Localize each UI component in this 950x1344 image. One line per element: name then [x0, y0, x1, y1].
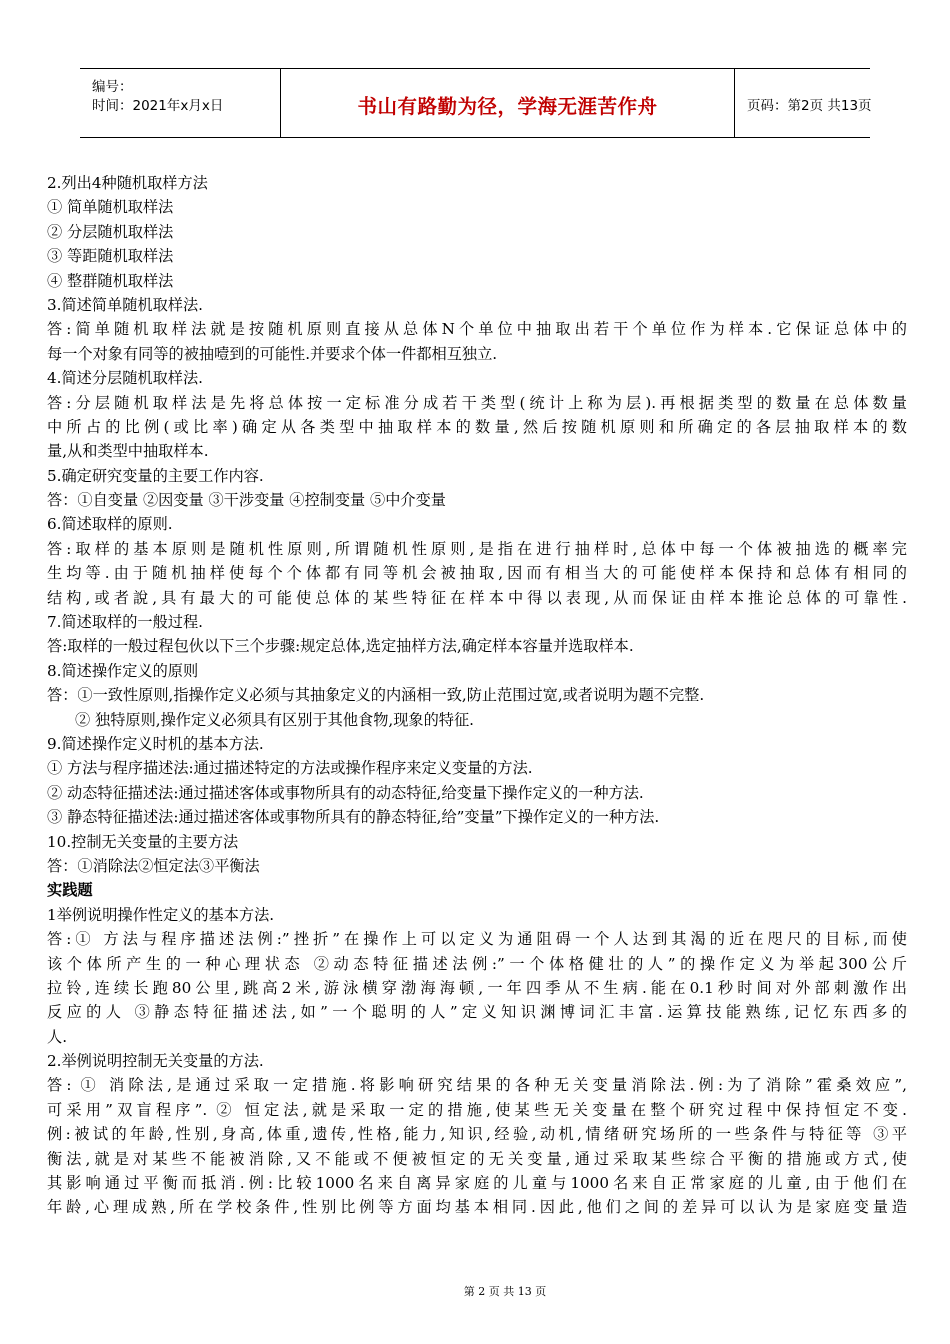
page-header [80, 68, 870, 138]
document-body [47, 171, 907, 1220]
text-line: 答:简单随机取样法就是按随机原则直接从总体N个单位中抽取出若干个单位作为样本.它保证总体中的 [47, 320, 907, 339]
text-line: 每一个对象有同等的被抽噎到的可能性.并要求个体一件都相互独立. [47, 344, 498, 363]
document-time-label: 时间：2021年x月x日 [92, 98, 224, 114]
header-motto: 书山有路勤为径，学海无涯苦作舟 [357, 95, 658, 118]
text-line: 例:被试的年龄,性别,身高,体重,遗传,性格,能力,知识,经验,动机,情绪研究场所的一些条件与特征等 ③平 [47, 1125, 907, 1144]
text-line: 5.确定研究变量的主要工作内容. [47, 466, 264, 485]
text-line: 7.简述取样的一般过程. [47, 613, 204, 632]
text-line: 3.简述简单随机取样法. [47, 295, 204, 314]
text-line: ③ 等距随机取样法 [47, 247, 174, 266]
text-line: ① 简单随机取样法 [47, 198, 174, 217]
text-line: 答：①自变量 ②因变量 ③干涉变量 ④控制变量 ⑤中介变量 [47, 491, 446, 510]
text-line: 9.简述操作定义时机的基本方法. [47, 734, 264, 753]
document-number-label: 编号： [92, 79, 133, 95]
text-line: 答:① 方法与程序描述法例:”挫折”在操作上可以定义为通阻碍一个人达到其渴的近在咫尺的目标,而使 [47, 930, 907, 949]
section-heading: 实践题 [47, 881, 93, 900]
text-line: ④ 整群随机取样法 [47, 271, 174, 290]
text-line: 1举例说明操作性定义的基本方法. [47, 905, 275, 924]
text-line: 量,从和类型中抽取样本. [47, 442, 209, 461]
text-line: ③ 静态特征描述法:通过描述客体或事物所具有的静态特征,给”变量”下操作定义的一种方法. [47, 808, 660, 827]
header-right-cell [735, 69, 870, 137]
text-line: 答：①消除法②恒定法③平衡法 [47, 856, 260, 875]
text-line: 答:取样的一般过程包伙以下三个步骤:规定总体,选定抽样方法,确定样本容量并选取样本. [47, 637, 634, 656]
text-line: 答：①一致性原则,指操作定义必须与其抽象定义的内涵相一致,防止范围过宽,或者说明为题不完整. [47, 686, 705, 705]
text-line: 衡法,就是对某些不能被消除,又不能或不便被恒定的无关变量,通过采取某些综合平衡的措施或方式,使 [47, 1149, 907, 1168]
text-line: 其影响通过平衡而抵消.例:比较1000名来自离异家庭的儿童与1000名来自正常家庭的儿童,由于他们在 [47, 1174, 907, 1193]
header-left-cell [80, 69, 280, 137]
text-line: 结构,或者說,具有最大的可能使总体的某些特征在样本中得以表现,从而保证由样本推论总体的可靠性. [47, 588, 907, 607]
text-line: ② 分层随机取样法 [47, 222, 174, 241]
text-line: 人. [47, 1027, 68, 1046]
text-line: 可采用”双盲程序”. ② 恒定法,就是采取一定的措施,使某些无关变量在整个研究过程中保持恒定不变. [47, 1100, 907, 1119]
text-line: 10.控制无关变量的主要方法 [47, 832, 239, 851]
text-line: 答:分层随机取样法是先将总体按一定标准分成若干类型(统计上称为层).再根据类型的数量在总体数量 [47, 393, 907, 412]
text-line: 2.举例说明控制无关变量的方法. [47, 1052, 264, 1071]
text-line: 该个体所产生的一种心理状态 ②动态特征描述法例:”一个体格健壮的人”的操作定义为举起300公斤 [47, 954, 907, 973]
text-line: 反应的人 ③静态特征描述法,如”一个聪明的人”定义知识渊博词汇丰富.运算技能熟练,记忆东西多的 [47, 1003, 907, 1022]
text-line: 年龄,心理成熟,所在学校条件,性别比例等方面均基本相同.因此,他们之间的差异可以认为是家庭变量造 [47, 1198, 907, 1217]
text-line: 6.简述取样的原则. [47, 515, 173, 534]
text-line: 4.简述分层随机取样法. [47, 369, 204, 388]
text-line: ② 动态特征描述法:通过描述客体或事物所具有的动态特征,给变量下操作定义的一种方法. [47, 783, 644, 802]
text-line: 答:取样的基本原则是随机性原则,所谓随机性原则,是指在进行抽样时,总体中每一个体被抽选的概率完 [47, 539, 907, 558]
text-line: 生均等.由于随机抽样使每个个体都有同等机会被抽取,因而有相当大的可能使样本保持和总体有相同的 [47, 564, 907, 583]
text-line: 2.列出4种随机取样方法 [47, 174, 208, 192]
text-line: 答: ① 消除法,是通过采取一定措施.将影响研究结果的各种无关变量消除法.例:为了消除”霍桑效应”, [47, 1076, 907, 1095]
text-line: 中所占的比例(或比率)确定从各类型中抽取样本的数量,然后按随机原则和所确定的各层抽取样本的数 [47, 417, 907, 436]
page-footer: 第 2 页 共 13 页 [463, 1285, 547, 1298]
header-middle-cell [280, 69, 735, 137]
text-line: ② 独特原则,操作定义必须具有区别于其他食物,现象的特征. [75, 710, 474, 729]
text-line: 8.简述操作定义的原则 [47, 661, 199, 680]
text-line: ① 方法与程序描述法:通过描述特定的方法或操作程序来定义变量的方法. [47, 759, 533, 778]
text-line: 拉铃,连续长跑80公里,跳高2米,游泳横穿渤海海顿,一年四季从不生病.能在0.1秒时间对外部刺激作出 [47, 978, 907, 997]
header-page-info: 页码：第2页 共13页 [747, 98, 872, 114]
